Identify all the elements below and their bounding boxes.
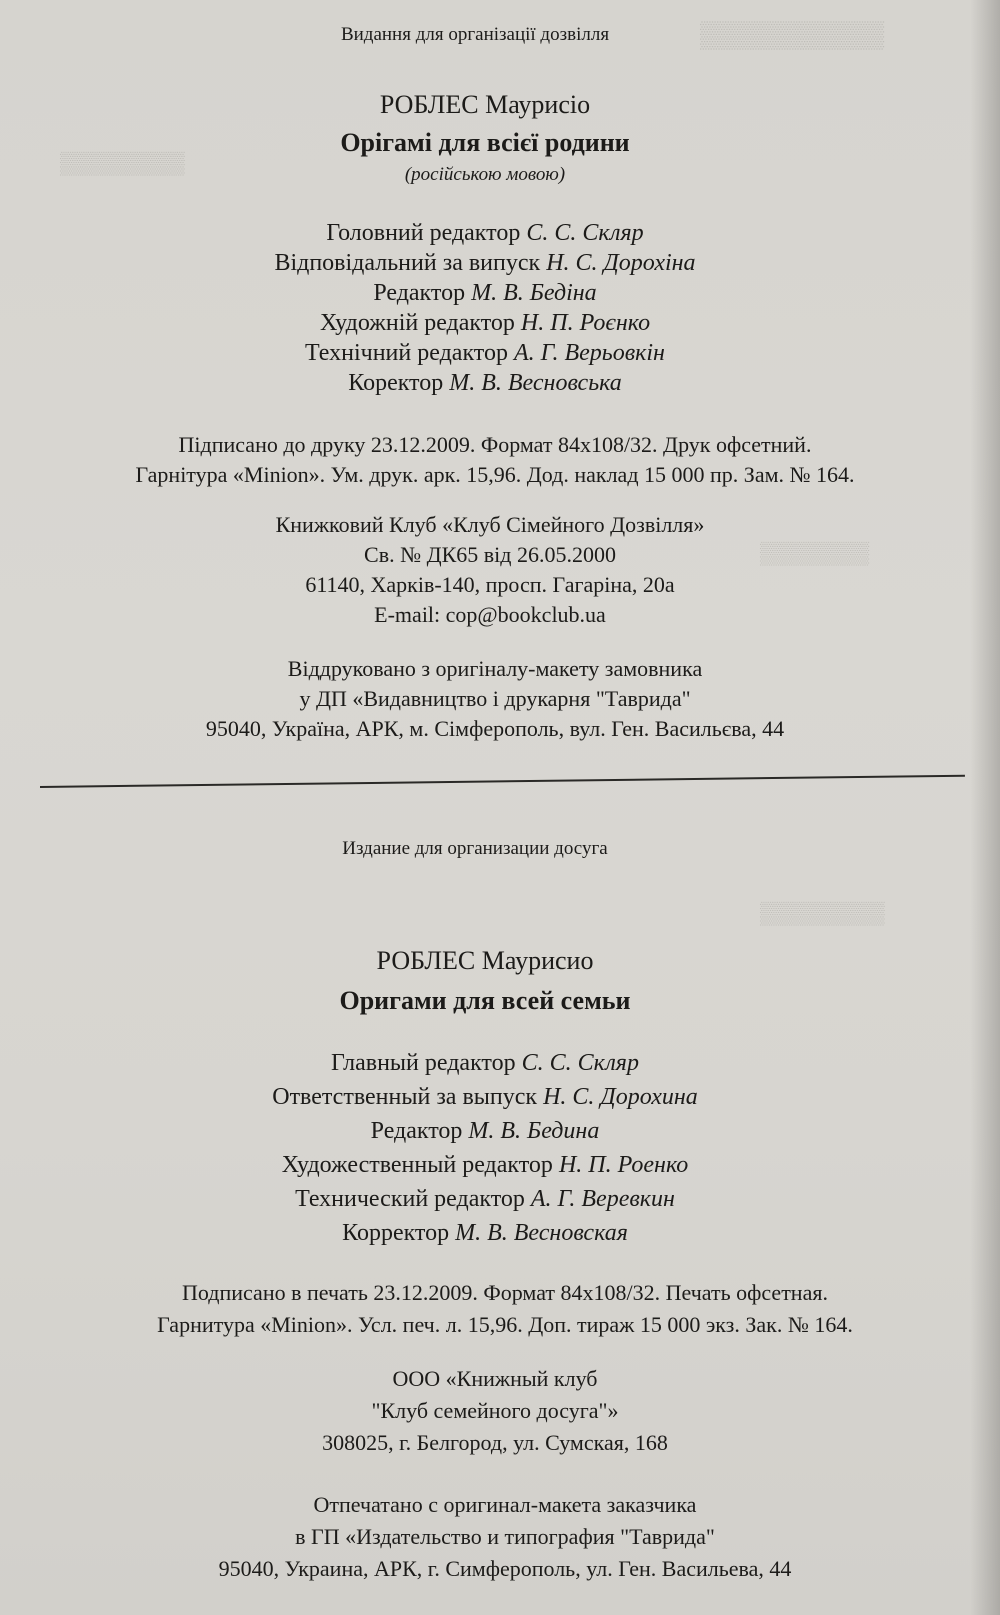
- ru-credit-chief-editor: Главный редактор С. С. Скляр: [331, 1050, 639, 1076]
- bleed-through-text: ▒▒▒▒▒▒▒▒: [60, 150, 185, 175]
- ru-publisher-address: 308025, г. Белгород, ул. Сумская, 168: [322, 1430, 668, 1455]
- ua-credit-tech-editor: Технічний редактор А. Г. Верьовкін: [305, 340, 665, 366]
- page-edge-shadow: [970, 0, 1000, 1615]
- ru-credit-editor: Редактор М. В. Бедина: [370, 1118, 600, 1144]
- ru-credit-responsible: Ответственный за выпуск Н. С. Дорохина: [272, 1084, 698, 1110]
- ru-author: РОБЛЕС Маурисио: [376, 946, 594, 975]
- ua-edition-type: Видання для організації дозвілля: [340, 24, 610, 45]
- ua-publisher-name: Книжковий Клуб «Клуб Сімейного Дозвілля»: [275, 512, 705, 537]
- ua-credit-editor: Редактор М. В. Бедіна: [373, 280, 597, 306]
- ua-language-note: (російською мовою): [404, 164, 566, 185]
- ua-printer-line-2: у ДП «Видавництво і друкарня "Таврида": [299, 686, 691, 711]
- ru-credit-proofreader: Корректор М. В. Весновская: [342, 1220, 628, 1246]
- ru-print-info-1: Подписано в печать 23.12.2009. Формат 84x108/32. Печать офсетная.: [182, 1280, 828, 1305]
- ua-title: Орігамі для всієї родини: [340, 128, 630, 157]
- ua-printer-line-1: Віддруковано з оригіналу-макету замовника: [287, 656, 703, 681]
- ua-credit-chief-editor: Головний редактор С. С. Скляр: [326, 220, 644, 246]
- ua-author: РОБЛЕС Маурисіо: [379, 90, 591, 119]
- ru-print-info-2: Гарнитура «Minion». Усл. печ. л. 15,96. Доп. тираж 15 000 экз. Зак. № 164.: [157, 1312, 853, 1337]
- ru-credit-tech-editor: Технический редактор А. Г. Веревкин: [295, 1186, 675, 1212]
- ru-title: Оригами для всей семьи: [339, 986, 631, 1015]
- ua-print-info-2: Гарнітура «Minion». Ум. друк. арк. 15,96. Дод. наклад 15 000 пр. Зам. № 164.: [135, 462, 855, 487]
- ru-publisher-name: ООО «Книжный клуб: [392, 1366, 598, 1391]
- ua-credit-responsible: Відповідальний за випуск Н. С. Дорохіна: [274, 250, 696, 276]
- bleed-through-text: ▒▒▒▒▒▒▒▒▒▒: [700, 20, 885, 49]
- ru-printer-line-2: в ГП «Издательство и типография "Таврида": [295, 1524, 715, 1549]
- ua-printer-line-3: 95040, Україна, АРК, м. Сімферополь, вул. Ген. Васильєва, 44: [205, 716, 785, 741]
- ua-print-info-1: Підписано до друку 23.12.2009. Формат 84x108/32. Друк офсетний.: [178, 432, 812, 457]
- ru-edition-type: Издание для организации досуга: [342, 838, 608, 859]
- ua-publisher-license: Св. № ДК65 від 26.05.2000: [364, 542, 616, 567]
- bleed-through-text: ▒▒▒▒▒▒▒: [760, 540, 870, 565]
- ua-credit-art-editor: Художній редактор Н. П. Роєнко: [319, 310, 651, 336]
- section-divider: [40, 775, 965, 788]
- bleed-through-text: ▒▒▒▒▒▒▒▒: [760, 900, 885, 925]
- ua-publisher-address: 61140, Харків-140, просп. Гагаріна, 20а: [305, 572, 675, 597]
- ru-printer-line-1: Отпечатано с оригинал-макета заказчика: [313, 1492, 697, 1517]
- ru-credit-art-editor: Художественный редактор Н. П. Роенко: [281, 1152, 689, 1178]
- ru-publisher-club: "Клуб семейного досуга"»: [371, 1398, 619, 1423]
- ru-printer-line-3: 95040, Украина, АРК, г. Симферополь, ул. Ген. Васильева, 44: [218, 1556, 792, 1581]
- ua-publisher-email: E-mail: cop@bookclub.ua: [374, 602, 606, 627]
- ua-credit-proofreader: Коректор М. В. Весновська: [348, 370, 622, 396]
